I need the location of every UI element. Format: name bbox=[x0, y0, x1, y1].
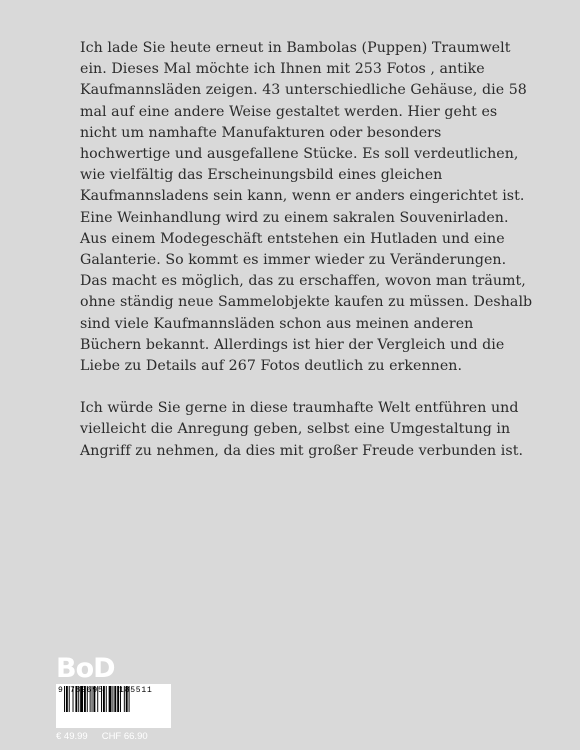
blurb-line: Eine Weinhandlung wird zu einem sakralen Souvenirladen. bbox=[80, 209, 509, 226]
blurb-paragraph-1 bbox=[80, 38, 533, 377]
blurb-line: sind viele Kaufmannsläden schon aus meinen anderen bbox=[80, 315, 474, 332]
blurb-line: Ich würde Sie gerne in diese traumhafte Welt entführen und bbox=[80, 400, 519, 417]
price-line bbox=[56, 731, 186, 742]
blurb-line: wie vielfältig das Erscheinungsbild eines gleichen bbox=[80, 167, 443, 184]
barcode-lead-digit: 9 bbox=[58, 686, 63, 695]
blurb-line: Kaufmannsladens sein kann, wenn er anders eingerichtet ist. bbox=[80, 188, 525, 205]
blurb-line: Liebe zu Details auf 267 Fotos deutlich zu erkennen. bbox=[80, 358, 463, 375]
blurb-line: Kaufmannsläden zeigen. 43 unterschiedliche Gehäuse, die 58 bbox=[80, 82, 527, 99]
blurb-line: vielleicht die Anregung geben, selbst eine Umgestaltung in bbox=[80, 421, 511, 438]
blurb-line: Aus einem Modegeschäft entstehen ein Hutladen und eine bbox=[80, 230, 505, 247]
blurb-line: Galanterie. So kommt es immer wieder zu Veränderungen. bbox=[80, 252, 507, 269]
blurb-line: Ich lade Sie heute erneut in Bambolas (Puppen) Traumwelt bbox=[80, 40, 511, 56]
blurb-line: nicht um namhafte Manufakturen oder besonders bbox=[80, 124, 442, 141]
bod-logo: BoD bbox=[56, 653, 115, 684]
price-eur: € 49.99 bbox=[56, 731, 88, 742]
blurb-line: mal auf eine andere Weise gestaltet werden. Hier geht es bbox=[80, 103, 498, 120]
barcode-left-digits: 783695 bbox=[70, 686, 104, 695]
blurb-line: Büchern bekannt. Allerdings ist hier der Vergleich und die bbox=[80, 336, 505, 353]
publisher-block bbox=[56, 653, 176, 742]
price-chf: CHF 66.90 bbox=[101, 731, 148, 742]
blurb-line: ohne ständig neue Sammelobjekte kaufen zu müssen. Deshalb bbox=[80, 294, 533, 311]
blurb-line: hochwertige und ausgefallene Stücke. Es soll verdeutlichen, bbox=[80, 146, 519, 163]
blurb-line: Angriff zu nehmen, da dies mit großer Freude verbunden ist. bbox=[80, 442, 524, 459]
blurb-line: Das macht es möglich, das zu erschaffen, wovon man träumt, bbox=[80, 273, 526, 290]
barcode-right-digits: 185511 bbox=[119, 686, 153, 695]
blurb-paragraph-2 bbox=[80, 398, 524, 462]
blurb-text bbox=[80, 38, 533, 462]
blurb-line: ein. Dieses Mal möchte ich Ihnen mit 253 Fotos , antike bbox=[80, 61, 485, 78]
